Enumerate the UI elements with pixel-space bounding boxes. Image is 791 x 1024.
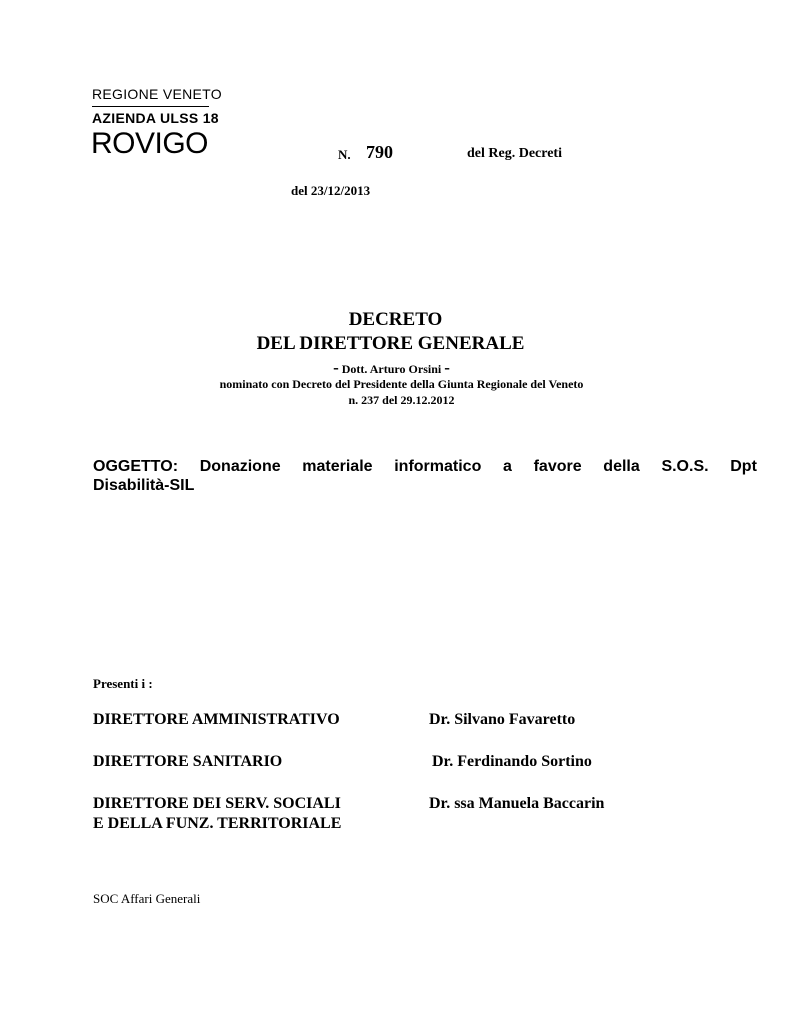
document-title: DECRETO bbox=[348, 309, 443, 330]
director-name: Dott. Arturo Orsini bbox=[341, 362, 442, 376]
role-social-services-director: DIRETTORE DEI SERV. SOCIALI bbox=[93, 795, 341, 812]
person-social-services-director: Dr. ssa Manuela Baccarin bbox=[429, 795, 605, 812]
role-administrative-director: DIRETTORE AMMINISTRATIVO bbox=[93, 711, 340, 728]
appointment-reference: n. 237 del 29.12.2012 bbox=[348, 393, 455, 407]
present-label: Presenti i : bbox=[93, 676, 153, 691]
subject-word: informatico bbox=[394, 458, 482, 475]
issuing-office: SOC Affari Generali bbox=[93, 891, 201, 906]
subject-word: Donazione bbox=[199, 458, 281, 475]
person-administrative-director: Dr. Silvano Favaretto bbox=[429, 711, 576, 728]
decree-date: del 23/12/2013 bbox=[291, 183, 371, 198]
person-health-director: Dr. Ferdinando Sortino bbox=[432, 753, 592, 770]
role-social-services-director-line2: E DELLA FUNZ. TERRITORIALE bbox=[93, 815, 342, 832]
logo-divider bbox=[92, 106, 209, 107]
subject-word: favore bbox=[533, 458, 582, 475]
director-name-line bbox=[0, 358, 787, 378]
subject-word: della bbox=[603, 458, 640, 475]
document-subtitle: DEL DIRETTORE GENERALE bbox=[256, 333, 525, 354]
dash-right: - bbox=[444, 358, 450, 377]
subject-word: materiale bbox=[302, 458, 373, 475]
appointment-text: nominato con Decreto del Presidente della Giunta Regionale del Veneto bbox=[219, 377, 584, 391]
decree-number: 790 bbox=[366, 142, 393, 162]
decree-number-label: N. bbox=[338, 147, 351, 162]
subject-block bbox=[93, 457, 757, 495]
logo-city-text: ROVIGO bbox=[91, 127, 209, 160]
subject-word: a bbox=[503, 458, 512, 475]
subject-line-2: Disabilità-SIL bbox=[93, 477, 195, 494]
logo-azienda-text: AZIENDA ULSS 18 bbox=[92, 110, 219, 126]
subject-line-1 bbox=[93, 457, 757, 476]
register-label: del Reg. Decreti bbox=[467, 146, 562, 161]
role-health-director: DIRETTORE SANITARIO bbox=[93, 753, 283, 770]
dash-left: - bbox=[333, 358, 339, 377]
subject-word: OGGETTO: bbox=[93, 458, 179, 475]
logo-region-text: REGIONE VENETO bbox=[92, 86, 222, 102]
subject-word: S.O.S. bbox=[661, 458, 709, 475]
subject-word: Dpt bbox=[730, 458, 757, 475]
